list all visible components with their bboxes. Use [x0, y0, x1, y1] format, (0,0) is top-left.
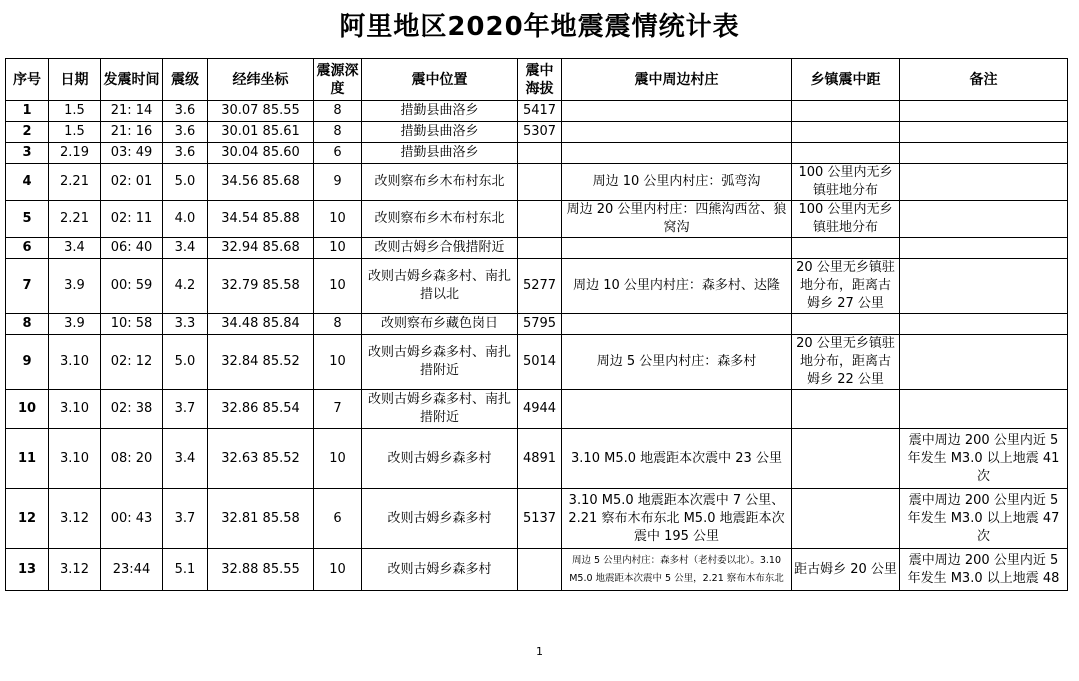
- earthquake-table: [5, 58, 1068, 591]
- cell-villages: 3.10 M5.0 地震距本次震中 7 公里、2.21 察布木布东北 M5.0 地震距本次震中 195 公里: [562, 489, 792, 549]
- cell-time: 06: 40: [101, 238, 163, 259]
- cell-altitude: 4891: [518, 429, 562, 489]
- cell-town-distance: [792, 429, 900, 489]
- cell-town-distance: 距古姆乡 20 公里: [792, 549, 900, 591]
- cell-coordinates: 32.81 85.58: [208, 489, 314, 549]
- cell-time: 00: 59: [101, 259, 163, 314]
- cell-villages: 周边 10 公里内村庄：弧弯沟: [562, 164, 792, 201]
- header-date: 日期: [49, 59, 101, 101]
- cell-altitude: [518, 238, 562, 259]
- table-row: [6, 201, 1068, 238]
- cell-magnitude: 4.0: [163, 201, 208, 238]
- cell-date: 3.4: [49, 238, 101, 259]
- cell-date: 3.9: [49, 259, 101, 314]
- cell-town-distance: 100 公里内无乡镇驻地分布: [792, 201, 900, 238]
- cell-coordinates: 32.88 85.55: [208, 549, 314, 591]
- header-depth: 震源深度: [314, 59, 362, 101]
- table-row: [6, 164, 1068, 201]
- cell-time: 00: 43: [101, 489, 163, 549]
- cell-remarks: [900, 314, 1068, 335]
- cell-time: 02: 11: [101, 201, 163, 238]
- cell-location: 改则古姆乡合俄措附近: [362, 238, 518, 259]
- table-row: [6, 259, 1068, 314]
- cell-villages: 周边 20 公里内村庄：四熊沟西岔、狼窝沟: [562, 201, 792, 238]
- cell-altitude: 5277: [518, 259, 562, 314]
- cell-villages: [562, 101, 792, 122]
- cell-location: 改则古姆乡森多村: [362, 549, 518, 591]
- cell-remarks: [900, 335, 1068, 390]
- cell-magnitude: 3.4: [163, 429, 208, 489]
- cell-remarks: [900, 390, 1068, 429]
- cell-location: 改则察布乡木布村东北: [362, 201, 518, 238]
- cell-remarks: 震中周边 200 公里内近 5 年发生 M3.0 以上地震 41 次: [900, 429, 1068, 489]
- cell-no: 12: [6, 489, 49, 549]
- cell-altitude: 5307: [518, 122, 562, 143]
- cell-date: 3.12: [49, 549, 101, 591]
- cell-date: 1.5: [49, 122, 101, 143]
- cell-altitude: 4944: [518, 390, 562, 429]
- cell-town-distance: [792, 101, 900, 122]
- cell-depth: 10: [314, 429, 362, 489]
- cell-time: 10: 58: [101, 314, 163, 335]
- cell-altitude: [518, 201, 562, 238]
- cell-remarks: [900, 259, 1068, 314]
- cell-date: 3.10: [49, 335, 101, 390]
- table-row: [6, 143, 1068, 164]
- cell-coordinates: 34.48 85.84: [208, 314, 314, 335]
- cell-location: 改则古姆乡森多村、南扎措以北: [362, 259, 518, 314]
- cell-date: 3.12: [49, 489, 101, 549]
- cell-altitude: 5014: [518, 335, 562, 390]
- cell-magnitude: 3.6: [163, 101, 208, 122]
- cell-coordinates: 34.54 85.88: [208, 201, 314, 238]
- cell-magnitude: 3.7: [163, 489, 208, 549]
- header-magnitude: 震级: [163, 59, 208, 101]
- cell-villages: [562, 314, 792, 335]
- cell-no: 6: [6, 238, 49, 259]
- cell-depth: 10: [314, 238, 362, 259]
- header-coordinates: 经纬坐标: [208, 59, 314, 101]
- cell-depth: 10: [314, 549, 362, 591]
- cell-altitude: 5417: [518, 101, 562, 122]
- cell-time: 23:44: [101, 549, 163, 591]
- cell-villages: 3.10 M5.0 地震距本次震中 23 公里: [562, 429, 792, 489]
- cell-coordinates: 32.94 85.68: [208, 238, 314, 259]
- cell-remarks: [900, 122, 1068, 143]
- cell-villages: [562, 390, 792, 429]
- cell-villages: [562, 122, 792, 143]
- cell-magnitude: 3.6: [163, 143, 208, 164]
- cell-coordinates: 30.01 85.61: [208, 122, 314, 143]
- cell-villages: [562, 143, 792, 164]
- cell-magnitude: 5.0: [163, 335, 208, 390]
- cell-town-distance: 20 公里无乡镇驻地分布，距离古姆乡 27 公里: [792, 259, 900, 314]
- cell-location: 措勤县曲洛乡: [362, 101, 518, 122]
- cell-depth: 10: [314, 259, 362, 314]
- cell-no: 3: [6, 143, 49, 164]
- cell-depth: 8: [314, 314, 362, 335]
- cell-altitude: 5137: [518, 489, 562, 549]
- cell-no: 11: [6, 429, 49, 489]
- cell-depth: 6: [314, 489, 362, 549]
- cell-remarks: [900, 238, 1068, 259]
- cell-no: 9: [6, 335, 49, 390]
- cell-time: 02: 12: [101, 335, 163, 390]
- cell-coordinates: 30.04 85.60: [208, 143, 314, 164]
- cell-depth: 10: [314, 335, 362, 390]
- cell-magnitude: 3.7: [163, 390, 208, 429]
- header-time: 发震时间: [101, 59, 163, 101]
- cell-altitude: [518, 549, 562, 591]
- cell-location: 改则古姆乡森多村: [362, 429, 518, 489]
- cell-depth: 7: [314, 390, 362, 429]
- cell-depth: 9: [314, 164, 362, 201]
- cell-town-distance: [792, 390, 900, 429]
- cell-coordinates: 32.79 85.58: [208, 259, 314, 314]
- cell-location: 措勤县曲洛乡: [362, 143, 518, 164]
- table-row: [6, 489, 1068, 549]
- cell-depth: 6: [314, 143, 362, 164]
- cell-time: 21: 14: [101, 101, 163, 122]
- cell-location: 改则察布乡藏色岗日: [362, 314, 518, 335]
- cell-no: 1: [6, 101, 49, 122]
- cell-town-distance: 20 公里无乡镇驻地分布，距离古姆乡 22 公里: [792, 335, 900, 390]
- table-row: [6, 101, 1068, 122]
- cell-magnitude: 4.2: [163, 259, 208, 314]
- cell-town-distance: [792, 489, 900, 549]
- cell-altitude: [518, 164, 562, 201]
- cell-remarks: [900, 143, 1068, 164]
- cell-town-distance: 100 公里内无乡镇驻地分布: [792, 164, 900, 201]
- cell-date: 1.5: [49, 101, 101, 122]
- cell-remarks: [900, 201, 1068, 238]
- table-row: [6, 335, 1068, 390]
- cell-date: 3.9: [49, 314, 101, 335]
- cell-coordinates: 32.84 85.52: [208, 335, 314, 390]
- header-no: 序号: [6, 59, 49, 101]
- cell-date: 2.21: [49, 164, 101, 201]
- cell-time: 02: 38: [101, 390, 163, 429]
- cell-location: 措勤县曲洛乡: [362, 122, 518, 143]
- cell-coordinates: 34.56 85.68: [208, 164, 314, 201]
- cell-date: 3.10: [49, 390, 101, 429]
- table-row: [6, 314, 1068, 335]
- cell-coordinates: 32.63 85.52: [208, 429, 314, 489]
- cell-coordinates: 30.07 85.55: [208, 101, 314, 122]
- cell-villages: 周边 5 公里内村庄：森多村（老村委以北）。3.10 M5.0 地震距本次震中 5 公里，2.21 察布木布东北: [562, 549, 792, 591]
- table-row: [6, 390, 1068, 429]
- cell-location: 改则古姆乡森多村、南扎措附近: [362, 390, 518, 429]
- cell-remarks: [900, 101, 1068, 122]
- cell-town-distance: [792, 122, 900, 143]
- cell-magnitude: 3.6: [163, 122, 208, 143]
- table-row: [6, 429, 1068, 489]
- header-villages: 震中周边村庄: [562, 59, 792, 101]
- cell-no: 13: [6, 549, 49, 591]
- cell-magnitude: 3.4: [163, 238, 208, 259]
- cell-time: 03: 49: [101, 143, 163, 164]
- cell-depth: 8: [314, 122, 362, 143]
- cell-coordinates: 32.86 85.54: [208, 390, 314, 429]
- cell-date: 3.10: [49, 429, 101, 489]
- cell-no: 4: [6, 164, 49, 201]
- cell-depth: 8: [314, 101, 362, 122]
- cell-town-distance: [792, 314, 900, 335]
- cell-villages: [562, 238, 792, 259]
- cell-town-distance: [792, 238, 900, 259]
- cell-no: 8: [6, 314, 49, 335]
- cell-time: 02: 01: [101, 164, 163, 201]
- cell-magnitude: 5.1: [163, 549, 208, 591]
- table-row: [6, 238, 1068, 259]
- cell-depth: 10: [314, 201, 362, 238]
- cell-magnitude: 3.3: [163, 314, 208, 335]
- cell-location: 改则古姆乡森多村: [362, 489, 518, 549]
- cell-magnitude: 5.0: [163, 164, 208, 201]
- cell-no: 2: [6, 122, 49, 143]
- cell-remarks: 震中周边 200 公里内近 5 年发生 M3.0 以上地震 48: [900, 549, 1068, 591]
- table-row: [6, 549, 1068, 591]
- cell-no: 10: [6, 390, 49, 429]
- cell-altitude: 5795: [518, 314, 562, 335]
- cell-villages: 周边 5 公里内村庄：森多村: [562, 335, 792, 390]
- cell-date: 2.19: [49, 143, 101, 164]
- cell-remarks: [900, 164, 1068, 201]
- header-altitude: 震中海拔: [518, 59, 562, 101]
- cell-remarks: 震中周边 200 公里内近 5 年发生 M3.0 以上地震 47 次: [900, 489, 1068, 549]
- header-remarks: 备注: [900, 59, 1068, 101]
- cell-villages: 周边 10 公里内村庄：森多村、达隆: [562, 259, 792, 314]
- cell-no: 5: [6, 201, 49, 238]
- cell-time: 08: 20: [101, 429, 163, 489]
- table-row: [6, 122, 1068, 143]
- cell-altitude: [518, 143, 562, 164]
- cell-town-distance: [792, 143, 900, 164]
- cell-location: 改则察布乡木布村东北: [362, 164, 518, 201]
- cell-date: 2.21: [49, 201, 101, 238]
- header-town-distance: 乡镇震中距: [792, 59, 900, 101]
- page-title: 阿里地区2020年地震震情统计表: [339, 12, 740, 42]
- cell-time: 21: 16: [101, 122, 163, 143]
- header-row: [6, 59, 1068, 101]
- header-location: 震中位置: [362, 59, 518, 101]
- cell-location: 改则古姆乡森多村、南扎措附近: [362, 335, 518, 390]
- cell-no: 7: [6, 259, 49, 314]
- page-number: 1: [536, 645, 543, 658]
